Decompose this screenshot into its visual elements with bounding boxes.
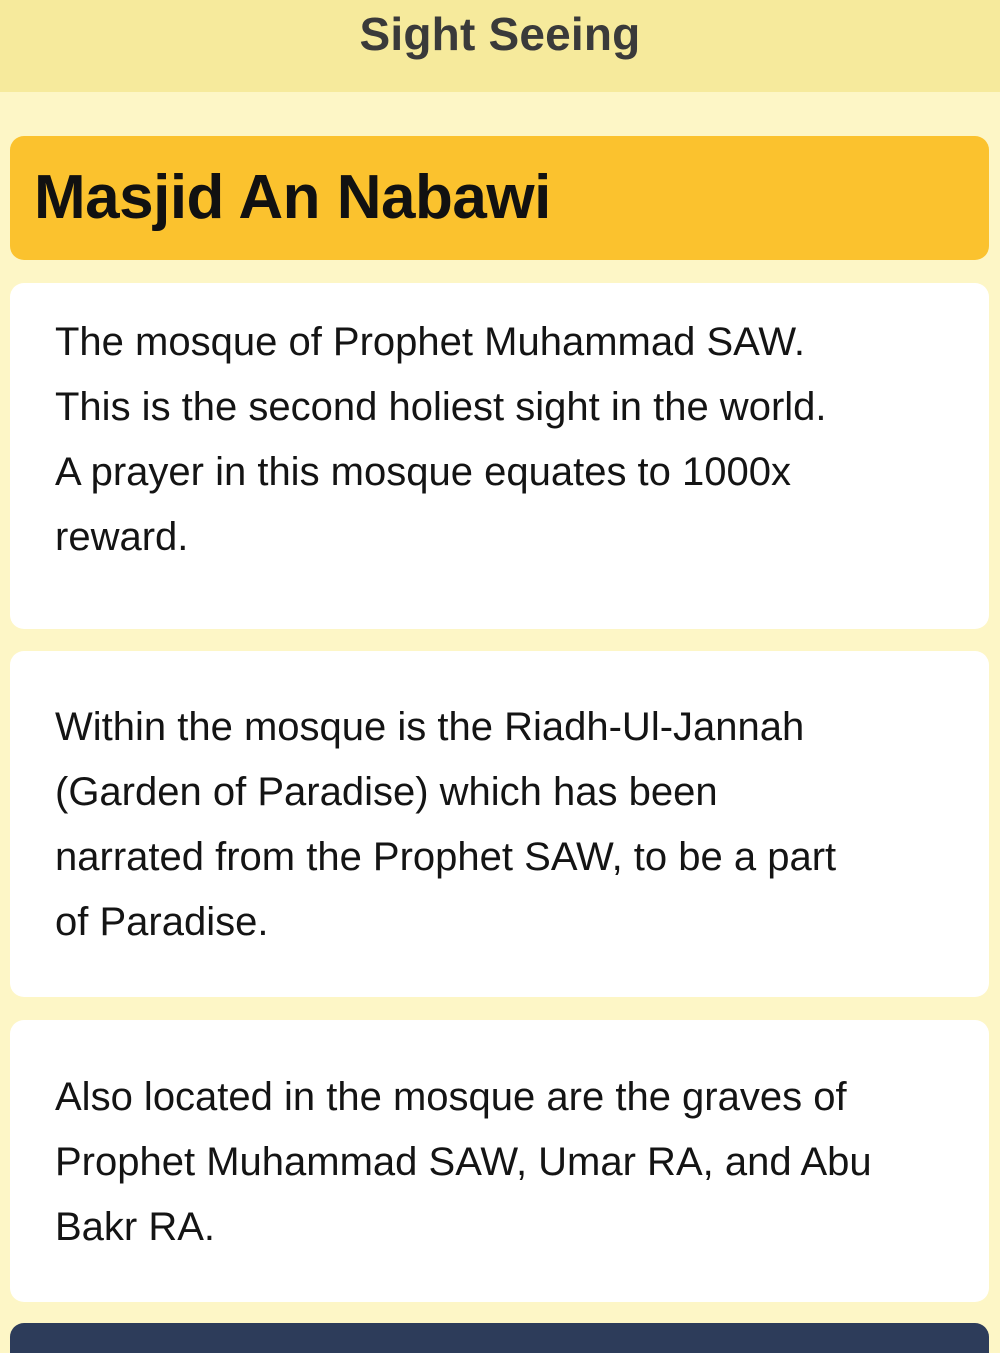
card-description: [55, 1065, 949, 1260]
text-line: Bakr RA.: [55, 1205, 216, 1249]
text-line: Within the mosque is the Riadh-Ul-Jannah: [55, 705, 805, 749]
card-description: [55, 310, 949, 570]
card-description: [55, 695, 949, 955]
text-line: of Paradise.: [55, 900, 269, 944]
text-line: This is the second holiest sight in the world.: [55, 385, 827, 429]
navigation-bar: [0, 0, 1000, 92]
text-line: (Garden of Paradise) which has been: [55, 770, 718, 814]
text-line: A prayer in this mosque equates to 1000x: [55, 450, 792, 494]
text-line: reward.: [55, 515, 189, 559]
text-line: Also located in the mosque are the graves of: [55, 1075, 847, 1119]
text-line: narrated from the Prophet SAW, to be a part: [55, 835, 837, 879]
info-card: [10, 1020, 989, 1302]
text-line: The mosque of Prophet Muhammad SAW.: [55, 320, 805, 364]
section-heading: Masjid An Nabawi: [34, 163, 551, 232]
info-card: [10, 651, 989, 997]
info-card: [10, 283, 989, 629]
next-section-card-edge[interactable]: [10, 1323, 989, 1353]
page-title: Sight Seeing: [359, 8, 641, 60]
section-header-masjid-an-nabawi: [10, 136, 989, 260]
text-line: Prophet Muhammad SAW, Umar RA, and Abu: [55, 1140, 872, 1184]
